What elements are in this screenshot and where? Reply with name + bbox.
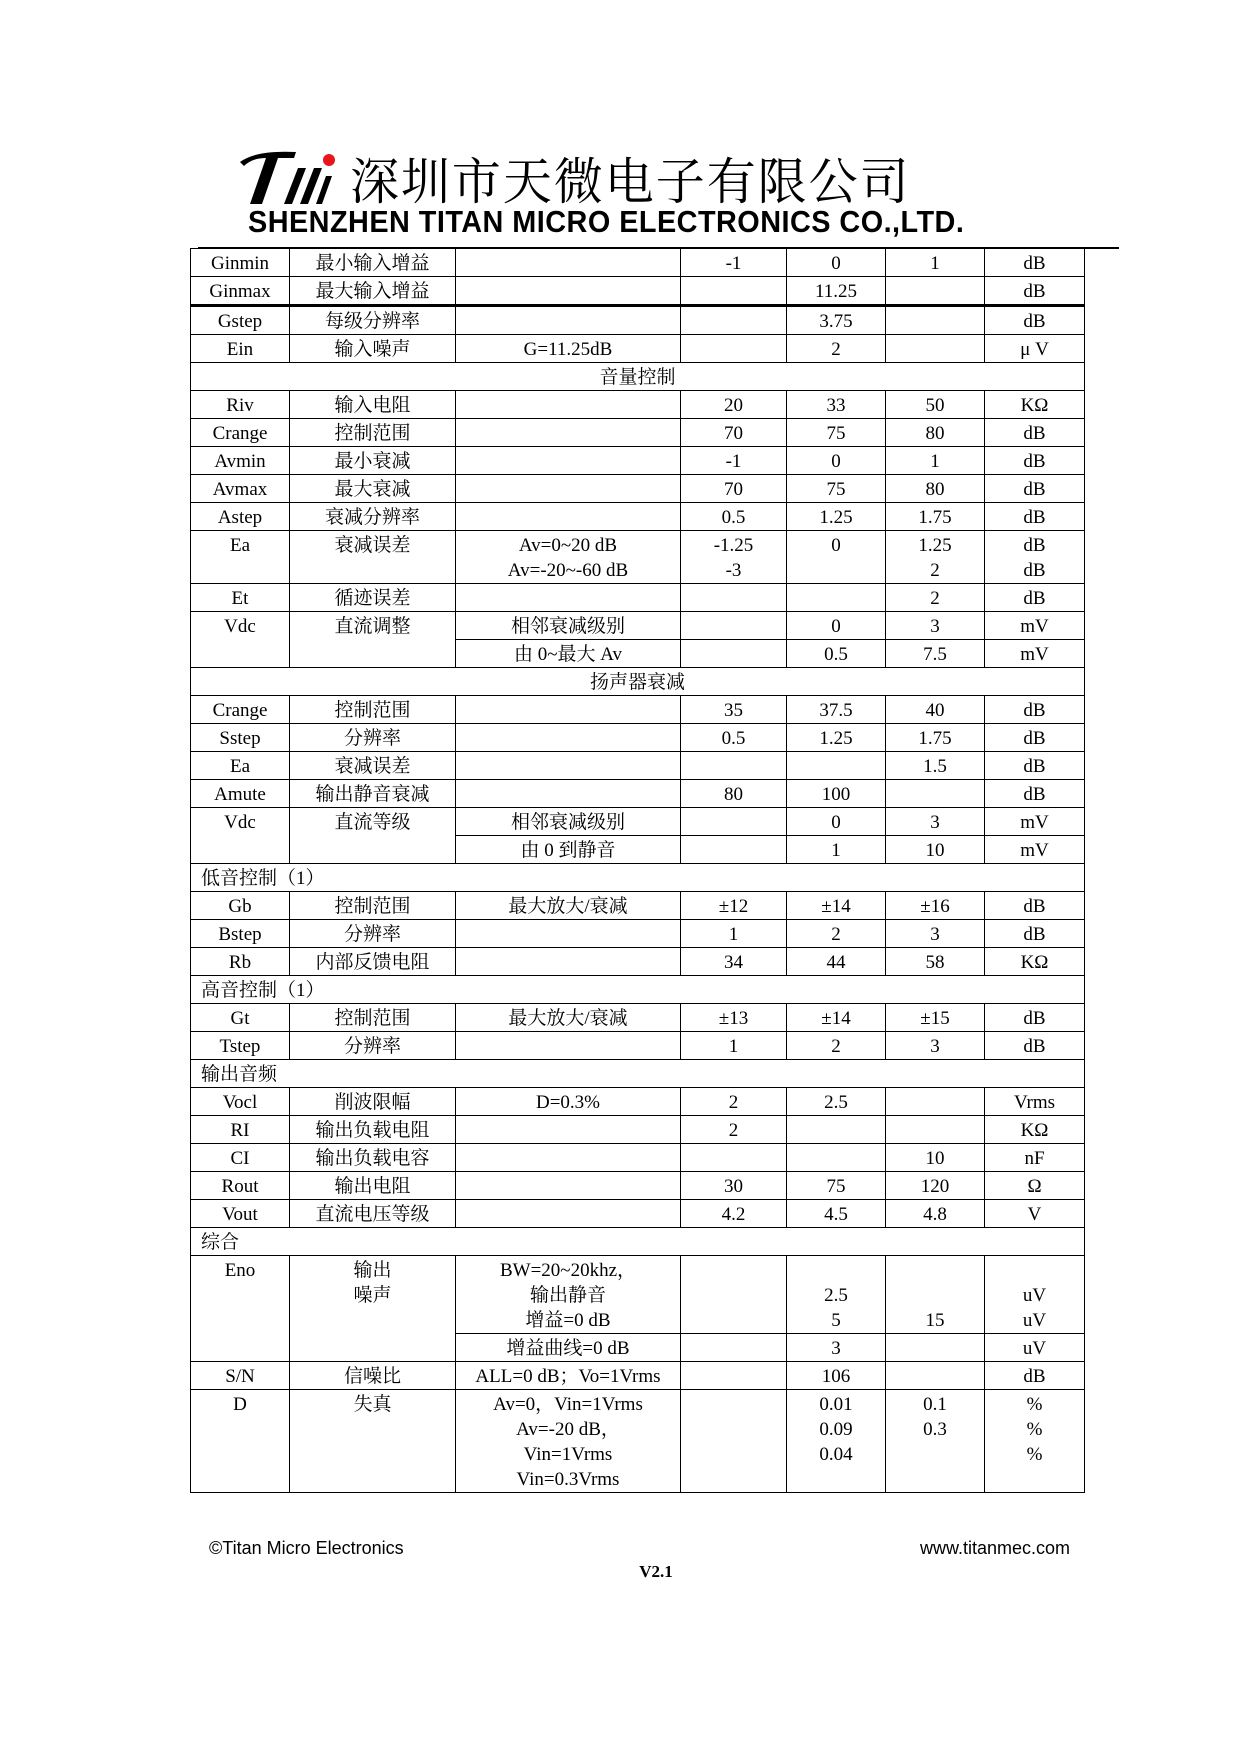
param-min: ±13 xyxy=(681,1004,787,1032)
param-typ: 44 xyxy=(787,948,886,976)
table-row xyxy=(191,1362,1085,1390)
param-name: 输出负载电容 xyxy=(290,1144,456,1172)
param-typ: 0.01 0.09 0.04 xyxy=(787,1390,886,1493)
param-typ xyxy=(787,752,886,780)
param-name: 衰减分辨率 xyxy=(290,503,456,531)
param-typ: 100 xyxy=(787,780,886,808)
param-cond: 由 0~最大 Av xyxy=(456,640,681,668)
table-row xyxy=(191,447,1085,475)
param-min xyxy=(681,1334,787,1362)
param-typ: 1.25 xyxy=(787,503,886,531)
table-row xyxy=(191,696,1085,724)
param-typ: 2.5 xyxy=(787,1088,886,1116)
param-name: 直流等级 xyxy=(290,808,456,864)
param-min: 2 xyxy=(681,1088,787,1116)
param-unit: dB xyxy=(985,503,1085,531)
param-cond: 相邻衰减级别 xyxy=(456,612,681,640)
param-symbol: Ginmax xyxy=(191,277,290,306)
param-name: 信噪比 xyxy=(290,1362,456,1390)
param-unit: dB xyxy=(985,277,1085,306)
param-cond xyxy=(456,249,681,277)
param-unit: dB dB xyxy=(985,531,1085,584)
param-cond xyxy=(456,475,681,503)
param-symbol: Avmin xyxy=(191,447,290,475)
param-unit: uV uV xyxy=(985,1256,1085,1334)
param-typ: ±14 xyxy=(787,1004,886,1032)
param-symbol: Riv xyxy=(191,391,290,419)
section-row xyxy=(191,668,1085,696)
param-typ: 2 xyxy=(787,335,886,363)
param-min: 35 xyxy=(681,696,787,724)
param-min xyxy=(681,1362,787,1390)
table-row xyxy=(191,306,1085,335)
param-unit: dB xyxy=(985,696,1085,724)
param-unit: Vrms xyxy=(985,1088,1085,1116)
param-symbol: Ea xyxy=(191,531,290,584)
param-cond xyxy=(456,1032,681,1060)
param-min xyxy=(681,752,787,780)
param-symbol: Astep xyxy=(191,503,290,531)
param-typ xyxy=(787,584,886,612)
param-typ: 0 xyxy=(787,531,886,584)
table-row xyxy=(191,612,1085,640)
param-unit: dB xyxy=(985,419,1085,447)
param-min: 70 xyxy=(681,419,787,447)
param-name: 输入电阻 xyxy=(290,391,456,419)
param-unit: dB xyxy=(985,920,1085,948)
param-symbol: Sstep xyxy=(191,724,290,752)
param-name: 最小衰减 xyxy=(290,447,456,475)
section-title: 低音控制（1） xyxy=(191,864,1085,892)
param-unit: mV xyxy=(985,612,1085,640)
param-name: 削波限幅 xyxy=(290,1088,456,1116)
param-max: ±16 xyxy=(886,892,985,920)
param-unit: mV xyxy=(985,640,1085,668)
param-unit: dB xyxy=(985,1032,1085,1060)
param-typ: 75 xyxy=(787,419,886,447)
param-cond xyxy=(456,1116,681,1144)
param-min xyxy=(681,612,787,640)
param-symbol: Gb xyxy=(191,892,290,920)
param-typ: 75 xyxy=(787,475,886,503)
param-typ: 4.5 xyxy=(787,1200,886,1228)
param-typ xyxy=(787,1144,886,1172)
company-name-en: SHENZHEN TITAN MICRO ELECTRONICS CO.,LTD. xyxy=(248,204,965,239)
param-unit: KΩ xyxy=(985,948,1085,976)
param-name: 输出静音衰减 xyxy=(290,780,456,808)
param-cond xyxy=(456,696,681,724)
param-max: 40 xyxy=(886,696,985,724)
param-cond xyxy=(456,948,681,976)
section-title: 音量控制 xyxy=(191,363,1085,391)
param-max: 2 xyxy=(886,584,985,612)
table-row xyxy=(191,277,1085,306)
param-symbol: Tstep xyxy=(191,1032,290,1060)
param-symbol: Et xyxy=(191,584,290,612)
param-cond: D=0.3% xyxy=(456,1088,681,1116)
param-max: 1 xyxy=(886,447,985,475)
param-cond xyxy=(456,584,681,612)
param-cond xyxy=(456,391,681,419)
param-min: -1 xyxy=(681,249,787,277)
param-min: 4.2 xyxy=(681,1200,787,1228)
param-symbol: Ein xyxy=(191,335,290,363)
param-min: 0.5 xyxy=(681,724,787,752)
param-name: 分辨率 xyxy=(290,1032,456,1060)
param-name: 输出 噪声 xyxy=(290,1256,456,1362)
titan-logo xyxy=(236,148,336,208)
param-max: 3 xyxy=(886,612,985,640)
param-name: 最大输入增益 xyxy=(290,277,456,306)
param-max xyxy=(886,1088,985,1116)
param-cond: G=11.25dB xyxy=(456,335,681,363)
section-row xyxy=(191,1228,1085,1256)
param-name: 衰减误差 xyxy=(290,531,456,584)
param-symbol: Gstep xyxy=(191,306,290,335)
table-row xyxy=(191,531,1085,584)
param-max xyxy=(886,780,985,808)
param-symbol: Ginmin xyxy=(191,249,290,277)
param-typ: 2 xyxy=(787,920,886,948)
param-max: 1 xyxy=(886,249,985,277)
param-cond: 最大放大/衰减 xyxy=(456,1004,681,1032)
param-symbol: RI xyxy=(191,1116,290,1144)
param-max: 3 xyxy=(886,920,985,948)
param-max: 1.5 xyxy=(886,752,985,780)
table-row xyxy=(191,1088,1085,1116)
param-name: 控制范围 xyxy=(290,1004,456,1032)
table-row xyxy=(191,249,1085,277)
param-symbol: Bstep xyxy=(191,920,290,948)
param-cond xyxy=(456,1144,681,1172)
param-cond xyxy=(456,1172,681,1200)
param-unit: dB xyxy=(985,1362,1085,1390)
param-cond xyxy=(456,752,681,780)
param-min xyxy=(681,277,787,306)
param-unit: dB xyxy=(985,892,1085,920)
param-cond: 最大放大/衰减 xyxy=(456,892,681,920)
param-unit: μ V xyxy=(985,335,1085,363)
param-max: ±15 xyxy=(886,1004,985,1032)
param-symbol: Gt xyxy=(191,1004,290,1032)
param-min xyxy=(681,1256,787,1334)
section-title: 扬声器衰减 xyxy=(191,668,1085,696)
table-row xyxy=(191,419,1085,447)
param-unit: mV xyxy=(985,836,1085,864)
param-max: 1.75 xyxy=(886,724,985,752)
param-symbol: Avmax xyxy=(191,475,290,503)
table-row xyxy=(191,1256,1085,1334)
param-name: 输出负载电阻 xyxy=(290,1116,456,1144)
param-symbol: Vout xyxy=(191,1200,290,1228)
param-max: 3 xyxy=(886,1032,985,1060)
param-min: 20 xyxy=(681,391,787,419)
param-max xyxy=(886,277,985,306)
table-row xyxy=(191,1172,1085,1200)
param-min: 1 xyxy=(681,1032,787,1060)
param-symbol: Rout xyxy=(191,1172,290,1200)
param-name: 直流调整 xyxy=(290,612,456,668)
param-min: 2 xyxy=(681,1116,787,1144)
param-min xyxy=(681,1390,787,1493)
param-name: 分辨率 xyxy=(290,724,456,752)
param-min: 30 xyxy=(681,1172,787,1200)
param-cond: 相邻衰减级别 xyxy=(456,808,681,836)
param-cond xyxy=(456,277,681,306)
table-row xyxy=(191,752,1085,780)
section-row xyxy=(191,363,1085,391)
param-name: 输入噪声 xyxy=(290,335,456,363)
param-typ: 2 xyxy=(787,1032,886,1060)
param-max xyxy=(886,335,985,363)
param-min xyxy=(681,836,787,864)
table-row xyxy=(191,335,1085,363)
footer-version: V2.1 xyxy=(639,1562,673,1581)
param-cond xyxy=(456,920,681,948)
section-title: 综合 xyxy=(191,1228,1085,1256)
param-name: 循迹误差 xyxy=(290,584,456,612)
param-max xyxy=(886,1334,985,1362)
table-row xyxy=(191,1032,1085,1060)
param-name: 控制范围 xyxy=(290,892,456,920)
param-typ: 0 xyxy=(787,808,886,836)
param-min: 70 xyxy=(681,475,787,503)
table-row xyxy=(191,1116,1085,1144)
param-max: 7.5 xyxy=(886,640,985,668)
param-min xyxy=(681,1144,787,1172)
param-unit: nF xyxy=(985,1144,1085,1172)
param-name: 控制范围 xyxy=(290,696,456,724)
param-min: 80 xyxy=(681,780,787,808)
param-name: 衰减误差 xyxy=(290,752,456,780)
spec-table xyxy=(190,248,1085,1493)
param-max: 1.25 2 xyxy=(886,531,985,584)
param-typ: ±14 xyxy=(787,892,886,920)
param-cond: Av=0，Vin=1Vrms Av=-20 dB， Vin=1Vrms Vin=0.3Vrms xyxy=(456,1390,681,1493)
param-name: 输出电阻 xyxy=(290,1172,456,1200)
table-row xyxy=(191,584,1085,612)
table-row xyxy=(191,808,1085,836)
param-cond xyxy=(456,1200,681,1228)
param-typ: 1.25 xyxy=(787,724,886,752)
param-unit: Ω xyxy=(985,1172,1085,1200)
param-max: 58 xyxy=(886,948,985,976)
param-max: 1.75 xyxy=(886,503,985,531)
table-row xyxy=(191,948,1085,976)
table-row xyxy=(191,724,1085,752)
param-min: -1 xyxy=(681,447,787,475)
param-cond: BW=20~20khz， 输出静音 增益=0 dB xyxy=(456,1256,681,1334)
param-min xyxy=(681,808,787,836)
param-cond xyxy=(456,419,681,447)
footer-copyright: ©Titan Micro Electronics xyxy=(209,1538,404,1558)
param-min: ±12 xyxy=(681,892,787,920)
param-typ: 2.5 5 xyxy=(787,1256,886,1334)
param-max xyxy=(886,306,985,335)
param-min xyxy=(681,640,787,668)
param-unit: dB xyxy=(985,475,1085,503)
param-unit: dB xyxy=(985,584,1085,612)
table-row xyxy=(191,1200,1085,1228)
param-symbol: Eno xyxy=(191,1256,290,1362)
param-cond: ALL=0 dB；Vo=1Vrms xyxy=(456,1362,681,1390)
param-unit: dB xyxy=(985,724,1085,752)
param-typ: 0.5 xyxy=(787,640,886,668)
section-row xyxy=(191,864,1085,892)
param-typ: 1 xyxy=(787,836,886,864)
param-typ: 3.75 xyxy=(787,306,886,335)
param-typ: 37.5 xyxy=(787,696,886,724)
param-typ: 33 xyxy=(787,391,886,419)
param-unit: dB xyxy=(985,306,1085,335)
param-symbol: S/N xyxy=(191,1362,290,1390)
param-typ: 0 xyxy=(787,249,886,277)
param-max xyxy=(886,1116,985,1144)
param-unit: uV xyxy=(985,1334,1085,1362)
table-row xyxy=(191,391,1085,419)
param-cond: Av=0~20 dB Av=-20~-60 dB xyxy=(456,531,681,584)
param-min: 1 xyxy=(681,920,787,948)
param-min xyxy=(681,335,787,363)
table-row xyxy=(191,503,1085,531)
param-name: 最大衰减 xyxy=(290,475,456,503)
table-row xyxy=(191,1004,1085,1032)
param-unit: mV xyxy=(985,808,1085,836)
param-min: 0.5 xyxy=(681,503,787,531)
param-unit: KΩ xyxy=(985,391,1085,419)
param-unit: dB xyxy=(985,249,1085,277)
param-typ: 75 xyxy=(787,1172,886,1200)
company-name-cn: 深圳市天微电子有限公司 xyxy=(350,153,911,211)
param-max: 50 xyxy=(886,391,985,419)
table-row xyxy=(191,780,1085,808)
param-typ: 106 xyxy=(787,1362,886,1390)
section-row xyxy=(191,976,1085,1004)
param-cond: 由 0 到静音 xyxy=(456,836,681,864)
param-max: 3 xyxy=(886,808,985,836)
table-row xyxy=(191,1144,1085,1172)
param-max: 120 xyxy=(886,1172,985,1200)
param-unit: % % % xyxy=(985,1390,1085,1493)
param-typ: 0 xyxy=(787,612,886,640)
param-name: 内部反馈电阻 xyxy=(290,948,456,976)
footer-website[interactable]: www.titanmec.com xyxy=(919,1538,1070,1558)
param-unit: dB xyxy=(985,1004,1085,1032)
param-max: 80 xyxy=(886,419,985,447)
param-symbol: Vocl xyxy=(191,1088,290,1116)
param-unit: dB xyxy=(985,780,1085,808)
param-cond xyxy=(456,724,681,752)
param-max: 4.8 xyxy=(886,1200,985,1228)
param-symbol: D xyxy=(191,1390,290,1493)
table-row xyxy=(191,920,1085,948)
param-symbol: Crange xyxy=(191,696,290,724)
param-unit: KΩ xyxy=(985,1116,1085,1144)
section-row xyxy=(191,1060,1085,1088)
param-cond: 增益曲线=0 dB xyxy=(456,1334,681,1362)
param-cond xyxy=(456,447,681,475)
param-name: 失真 xyxy=(290,1390,456,1493)
param-name: 每级分辨率 xyxy=(290,306,456,335)
section-title: 输出音频 xyxy=(191,1060,1085,1088)
param-symbol: Crange xyxy=(191,419,290,447)
table-row xyxy=(191,892,1085,920)
param-cond xyxy=(456,306,681,335)
param-symbol: Rb xyxy=(191,948,290,976)
section-title: 高音控制（1） xyxy=(191,976,1085,1004)
param-min xyxy=(681,584,787,612)
param-typ: 0 xyxy=(787,447,886,475)
param-typ: 11.25 xyxy=(787,277,886,306)
param-symbol: CI xyxy=(191,1144,290,1172)
param-name: 控制范围 xyxy=(290,419,456,447)
table-row xyxy=(191,1390,1085,1493)
param-unit: V xyxy=(985,1200,1085,1228)
param-max: 10 xyxy=(886,836,985,864)
param-cond xyxy=(456,503,681,531)
param-max: 0.1 0.3 xyxy=(886,1390,985,1493)
param-min: 34 xyxy=(681,948,787,976)
param-max: 80 xyxy=(886,475,985,503)
param-symbol: Vdc xyxy=(191,612,290,668)
param-min xyxy=(681,306,787,335)
param-typ xyxy=(787,1116,886,1144)
param-max: 15 xyxy=(886,1256,985,1334)
param-typ: 3 xyxy=(787,1334,886,1362)
param-max xyxy=(886,1362,985,1390)
param-symbol: Vdc xyxy=(191,808,290,864)
param-cond xyxy=(456,780,681,808)
param-min: -1.25 -3 xyxy=(681,531,787,584)
param-name: 直流电压等级 xyxy=(290,1200,456,1228)
param-name: 最小输入增益 xyxy=(290,249,456,277)
table-row xyxy=(191,475,1085,503)
param-unit: dB xyxy=(985,447,1085,475)
param-symbol: Amute xyxy=(191,780,290,808)
param-max: 10 xyxy=(886,1144,985,1172)
param-symbol: Ea xyxy=(191,752,290,780)
param-unit: dB xyxy=(985,752,1085,780)
param-name: 分辨率 xyxy=(290,920,456,948)
